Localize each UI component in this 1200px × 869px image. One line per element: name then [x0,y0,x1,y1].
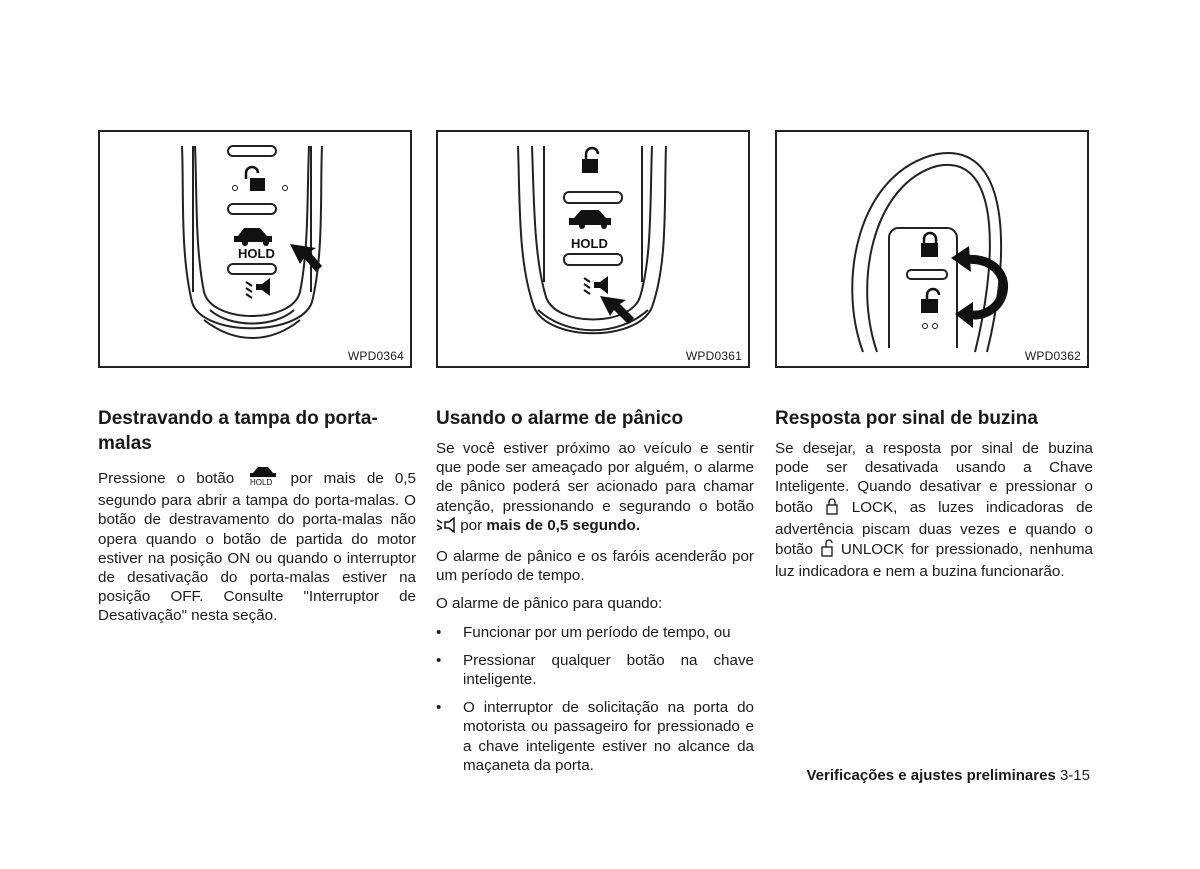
paragraph: O alarme de pânico para quando: [436,595,663,613]
figure-panic-alarm [436,130,750,368]
figure-trunk-release [98,130,412,368]
list-item: • Funcionar por um período de tempo, ou [436,623,731,641]
figure-horn-response [775,130,1089,368]
figure-code: WPD0362 [1024,349,1081,363]
section-heading: Destravando a tampa do porta-malas [98,408,378,454]
page-number: 3-15 [1059,767,1090,784]
hold-label: HOLD [571,236,608,251]
list-item: • Pressionar qualquer botão na chave inteligente. [436,651,754,689]
list-item: • O interruptor de solicitação na porta do motorista ou passageiro for pressionado e a chave inteligente estiver no alcance da maçaneta da porta. [436,699,754,774]
panic-icon [246,278,270,298]
section-panic-alarm [436,406,754,784]
lock-icon [921,233,938,257]
unlock-icon [582,148,598,173]
unlock-icon [820,539,834,562]
trunk-car-icon [234,228,272,246]
figure-code: WPD0361 [685,349,742,363]
paragraph: Se você estiver próximo ao veículo e sentir que pode ser ameaçado por alguém, o alarme de pânico poderá ser acionado para chamar atenção, pressionando e segurando o botão por mais de 0,5 segundo. [436,439,754,538]
figure-code: WPD0364 [347,349,404,363]
panic-icon [436,517,456,538]
hold-label: HOLD [238,246,275,261]
trunk-hold-icon [245,464,279,491]
smart-key-illustration [438,132,750,368]
page-footer [806,767,1090,784]
section-heading: Usando o alarme de pânico [436,408,684,429]
smart-key-illustration [100,132,412,368]
section-trunk-release [98,406,416,635]
panic-icon [584,276,608,294]
section-title: Verificações e ajustes preliminares [806,767,1056,784]
paragraph: Se desejar, a resposta por sinal de buzina pode ser desativada usando a Chave Inteligente. Quando desativar e pressionar o botão LOCK, as luzes indicadoras de advertência piscam duas vezes e quando o botão UNLOCK for pressionado, nenhuma luz indicadora e nem a buzina funcionarão. [775,440,1093,581]
section-horn-response [775,406,1093,590]
smart-key-illustration [777,132,1089,368]
paragraph: O alarme de pânico e os faróis acenderão por um período de tempo. [436,548,754,585]
unlock-icon [233,167,288,191]
trunk-car-icon [569,210,611,229]
lock-icon [825,497,839,520]
unlock-icon [921,289,939,329]
svg-text:HOLD: HOLD [250,478,273,486]
paragraph: Pressione o botão HOLD por mais de 0,5 segundo para abrir a tampa do porta-malas. O botão de destravamento do porta-malas não opera quando o botão de partida do motor estiver na posição ON ou quando o interruptor de desativação do porta-malas estiver na posição OFF. Consulte "Interruptor de Desativação" nesta seção. [98,464,416,626]
arrow-icon [290,244,322,272]
section-heading: Resposta por sinal de buzina [775,408,1038,429]
bullet-list [436,623,754,775]
